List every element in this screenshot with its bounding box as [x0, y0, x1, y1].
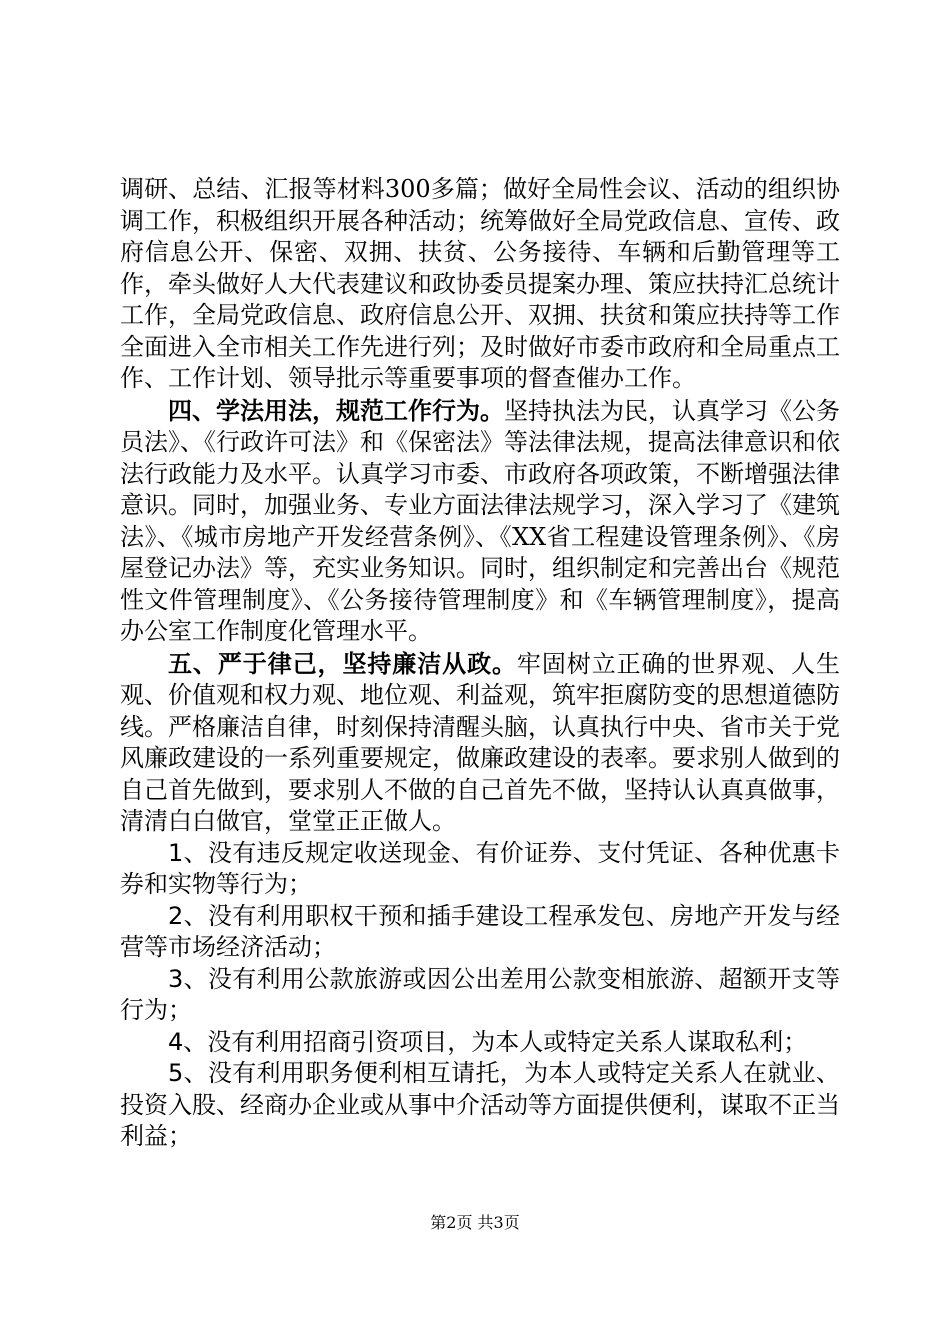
section-4-paragraph — [120, 395, 840, 648]
paragraph-continued: 调研、总结、汇报等材料300多篇；做好全局性会议、活动的组织协调工作，积极组织开展各种活动；统筹做好全局党政信息、宣传、政府信息公开、保密、双拥、扶贫、公务接待、车辆和后勤管理等工作，牵头做好人大代表建议和政协委员提案办理、策应扶持汇总统计工作，全局党政信息、政府信息公开、双拥、扶贫和策应扶持等工作全面进入全市相关工作先进行列；及时做好市委市政府和全局重点工作、工作计划、领导批示等重要事项的督查催办工作。 — [120, 175, 840, 392]
document-body — [120, 174, 840, 1153]
list-item-1: 1、没有违反规定收送现金、有价证券、支付凭证、各种优惠卡券和实物等行为； — [120, 838, 840, 898]
list-item-4: 4、没有利用招商引资项目，为本人或特定关系人谋取私利； — [168, 1027, 808, 1056]
section-5-paragraph — [120, 648, 840, 838]
page-footer: 第2页 共3页 — [430, 1213, 520, 1232]
list-item-2: 2、没有利用职权干预和插手建设工程承发包、房地产开发与经营等市场经济活动； — [120, 901, 840, 961]
section-5-heading: 五、严于律己，坚持廉洁从政。 — [168, 648, 517, 678]
section-4-heading: 四、学法用法，规范工作行为。 — [168, 395, 504, 425]
list-item-3: 3、没有利用公款旅游或因公出差用公款变相旅游、超额开支等行为； — [120, 964, 840, 1024]
section-4-body: 坚持执法为民，认真学习《公务员法》、《行政许可法》和《保密法》等法律法规，提高法律意识和依法行政能力及水平。认真学习市委、市政府各项政策，不断增强法律意识。同时，加强业务、专业方面法律法规学习，深入学习了《建筑法》、《城市房地产开发经营条例》、《XX省工程建设管理条例》、《房屋登记办法》等，充实业务知识。同时，组织制定和完善出台《规范性文件管理制度》、《公务接待管理制度》和《车辆管理制度》，提高办公室工作制度化管理水平。 — [120, 396, 840, 645]
section-5-body: 牢固树立正确的世界观、人生观、价值观和权力观、地位观、利益观，筑牢拒腐防变的思想道德防线。严格廉洁自律，时刻保持清醒头脑，认真执行中央、省市关于党风廉政建设的一系列重要规定，做廉政建设的表率。要求别人做到的自己首先做到，要求别人不做的自己首先不做，坚持认认真真做事，清清白白做官，堂堂正正做人。 — [120, 649, 840, 835]
list-item-5: 5、没有利用职务便利相互请托，为本人或特定关系人在就业、投资入股、经商办企业或从事中介活动等方面提供便利，谋取不正当利益； — [120, 1059, 840, 1150]
